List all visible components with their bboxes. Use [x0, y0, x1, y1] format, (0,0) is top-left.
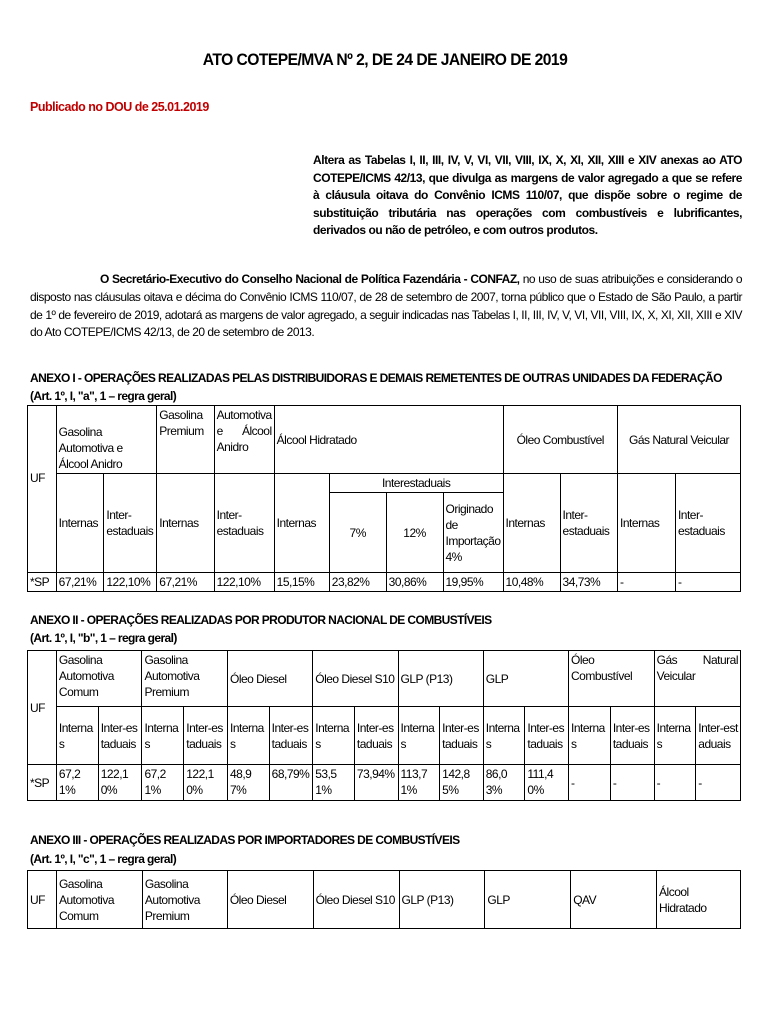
header-internas: Internas: [398, 707, 440, 765]
cell-value: 68,79%: [269, 765, 313, 801]
header-12pct: 12%: [386, 493, 443, 573]
cell-value: -: [618, 573, 676, 592]
cell-uf: *SP: [28, 765, 57, 801]
header-7pct: 7%: [329, 493, 386, 573]
header-originado-importacao: Originado de Importação 4%: [443, 493, 503, 573]
header-uf: UF: [28, 651, 57, 765]
cell-value: 19,95%: [443, 573, 503, 592]
header-interestaduais: Inter-estaduais: [354, 707, 398, 765]
header-product: Gás Natural Veicular: [654, 651, 740, 707]
header-interestaduais: Inter-estaduais: [610, 707, 654, 765]
cell-value: 86,03%: [483, 765, 525, 801]
cell-value: 10,48%: [503, 573, 560, 592]
header-product: Álcool Hidratado: [657, 871, 741, 929]
header-interestaduais: Inter-estaduais: [98, 707, 142, 765]
annex3-table: [27, 870, 741, 929]
table-row: [28, 765, 741, 801]
header-internas: Internas: [228, 707, 270, 765]
header-product: GLP (P13): [399, 871, 485, 929]
publication-note: Publicado no DOU de 25.01.2019: [30, 100, 209, 114]
header-product: Gasolina Automotiva Comum: [56, 871, 142, 929]
header-internas: Internas: [56, 707, 98, 765]
header-product: Óleo Diesel: [228, 651, 313, 707]
header-product: Óleo Diesel S10: [313, 651, 398, 707]
header-product: Óleo Diesel: [227, 871, 313, 929]
cell-value: 122,10%: [98, 765, 142, 801]
header-interestaduais-group: Interestaduais: [329, 474, 503, 493]
annex3-subtitle: (Art. 1º, I, "c", 1 – regra geral): [30, 852, 177, 866]
header-interestaduais: Inter-estaduais: [525, 707, 569, 765]
cell-value: -: [654, 765, 696, 801]
header-interestaduais: Inter-estaduais: [214, 474, 274, 573]
annex2-table: [27, 650, 741, 801]
intro-paragraph: [30, 271, 742, 342]
header-interestaduais: Inter-estaduais: [269, 707, 313, 765]
header-internas: Internas: [157, 474, 214, 573]
header-gasolina-premium: Gasolina Premium: [157, 406, 214, 474]
cell-value: 67,21%: [56, 765, 98, 801]
header-internas: Internas: [618, 474, 676, 573]
header-product: GLP: [483, 651, 568, 707]
cell-value: -: [610, 765, 654, 801]
annex1-title: ANEXO I - OPERAÇÕES REALIZADAS PELAS DISTRIBUIDORAS E DEMAIS REMETENTES DE OUTRAS UNIDADES DA FEDERAÇÃO: [30, 371, 722, 385]
header-uf: UF: [28, 406, 57, 573]
header-interestaduais: Inter-estaduais: [696, 707, 741, 765]
header-product: GLP: [485, 871, 571, 929]
cell-value: 111,40%: [525, 765, 569, 801]
cell-value: 34,73%: [560, 573, 618, 592]
header-automotiva-alcool-anidro: Automotiva e Álcool Anidro: [214, 406, 274, 474]
header-oleo-combustivel: Óleo Combustível: [503, 406, 618, 474]
annex3-title: ANEXO III - OPERAÇÕES REALIZADAS POR IMPORTADORES DE COMBUSTÍVEIS: [30, 833, 460, 847]
annex1-subtitle: (Art. 1º, I, "a", 1 – regra geral): [30, 389, 177, 403]
intro-bold: O Secretário-Executivo do Conselho Nacional de Política Fazendária - CONFAZ,: [100, 272, 520, 286]
annex2-subtitle: (Art. 1º, I, "b", 1 – regra geral): [30, 631, 177, 645]
header-internas: Internas: [56, 474, 104, 573]
cell-value: -: [696, 765, 741, 801]
cell-value: 122,10%: [214, 573, 274, 592]
header-internas: Internas: [483, 707, 525, 765]
cell-value: -: [569, 765, 611, 801]
annex1-table: [27, 405, 741, 592]
cell-value: 48,97%: [228, 765, 270, 801]
cell-value: 15,15%: [274, 573, 329, 592]
header-product: GLP (P13): [398, 651, 483, 707]
cell-value: -: [675, 573, 740, 592]
header-internas: Internas: [654, 707, 696, 765]
header-gas-natural-veicular: Gás Natural Veicular: [618, 406, 741, 474]
header-internas: Internas: [503, 474, 560, 573]
header-product: Gasolina Automotiva Premium: [142, 651, 228, 707]
header-product: Óleo Combustível: [569, 651, 655, 707]
cell-value: 53,51%: [313, 765, 355, 801]
header-interestaduais: Inter-estaduais: [184, 707, 228, 765]
cell-value: 67,21%: [157, 573, 214, 592]
header-interestaduais: Inter-estaduais: [440, 707, 484, 765]
cell-value: 23,82%: [329, 573, 386, 592]
header-product: Gasolina Automotiva Comum: [56, 651, 142, 707]
header-internas: Internas: [142, 707, 184, 765]
annex2-title: ANEXO II - OPERAÇÕES REALIZADAS POR PRODUTOR NACIONAL DE COMBUSTÍVEIS: [30, 613, 492, 627]
cell-uf: *SP: [28, 573, 57, 592]
header-internas: Internas: [274, 474, 329, 573]
cell-value: 122,10%: [104, 573, 157, 592]
cell-value: 113,71%: [398, 765, 440, 801]
table-row: [28, 573, 741, 592]
header-internas: Internas: [313, 707, 355, 765]
cell-value: 122,10%: [184, 765, 228, 801]
cell-value: 67,21%: [142, 765, 184, 801]
header-gasolina-automotiva: Gasolina Automotiva e Álcool Anidro: [56, 406, 157, 474]
cell-value: 30,86%: [386, 573, 443, 592]
ementa-paragraph: Altera as Tabelas I, II, III, IV, V, VI, VII, VIII, IX, X, XI, XII, XIII e XIV anexas ao ATO COTEPE/ICMS 42/13, que divulga as margens de valor agregado a que se refere à cláusula oitava do Convênio ICMS 110/07, que dispõe sobre o regime de substituição tributária nas operações com combustíveis e lubrificantes, derivados ou não de petróleo, e com outros produtos.: [313, 153, 742, 238]
cell-value: 67,21%: [56, 573, 104, 592]
cell-value: 73,94%: [354, 765, 398, 801]
header-interestaduais: Inter-estaduais: [104, 474, 157, 573]
header-product: Óleo Diesel S10: [313, 871, 399, 929]
header-product: QAV: [571, 871, 657, 929]
header-alcool-hidratado: Álcool Hidratado: [274, 406, 503, 474]
intro-text: no uso de suas atribuições e considerando o disposto nas cláusulas oitava e décima do Convênio ICMS 110/07, de 28 de setembro de 2007, torna público que o Estado de São Paulo, a partir de 1º de fevereiro de 2019, adotará as margens de valor agregado, a seguir indicadas nas Tabelas I, II, III, IV, V, VI, VII, VIII, IX, X, XI, XII, XIII e XIV do Ato COTEPE/ICMS 42/13, de 20 de setembro de 2013.: [30, 272, 743, 340]
document-title: ATO COTEPE/MVA Nº 2, DE 24 DE JANEIRO DE 2019: [202, 50, 568, 69]
header-interestaduais: Inter-estaduais: [675, 474, 740, 573]
header-product: Gasolina Automotiva Premium: [142, 871, 227, 929]
header-internas: Internas: [569, 707, 611, 765]
cell-value: 142,85%: [440, 765, 484, 801]
header-uf: UF: [28, 871, 57, 929]
header-interestaduais: Inter-estaduais: [560, 474, 618, 573]
